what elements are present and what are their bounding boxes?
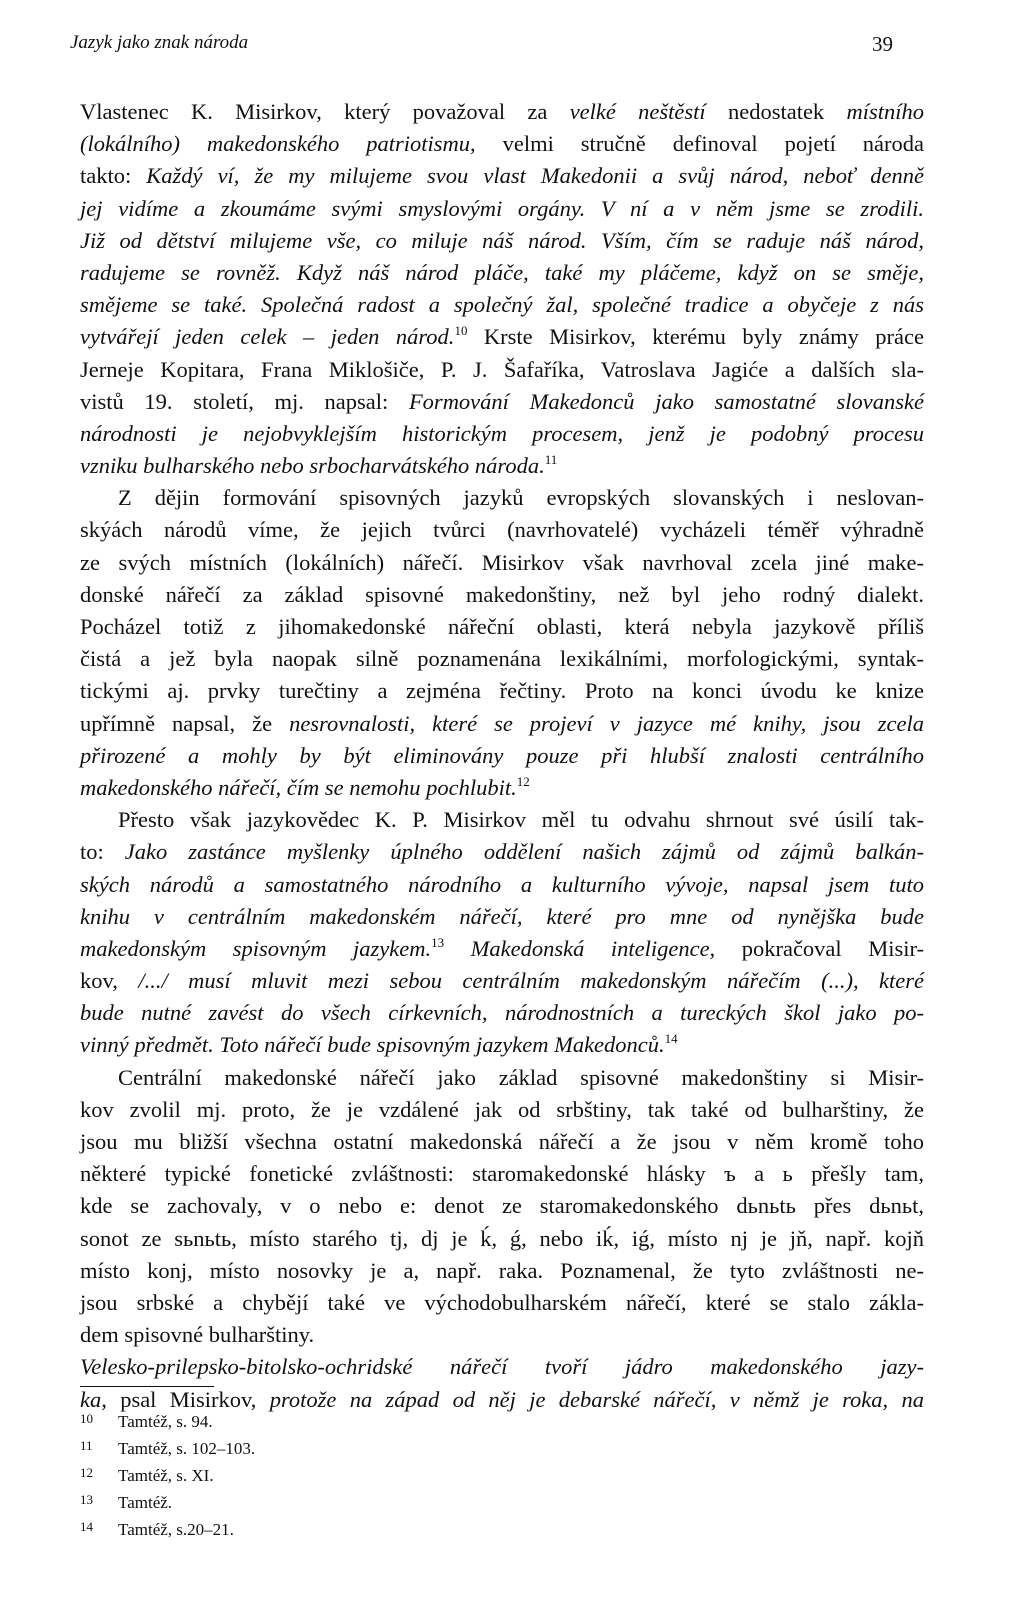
text-line	[80, 450, 924, 482]
text-line	[80, 643, 924, 675]
text-run: Krste Misirkov, kterému byly známy práce	[467, 324, 924, 350]
footnotes	[80, 1408, 580, 1543]
text-run: některé typické fonetické zvláštnosti: staromakedonské hlásky ъ a ь přešly tam,	[80, 1161, 924, 1187]
text-run: vinný předmět. Toto nářečí bude spisovným jazykem Makedonců.	[80, 1032, 665, 1058]
text-run: (lokálního) makedonského patriotismu,	[80, 131, 476, 157]
text-line	[80, 1319, 924, 1351]
text-run: místo konj, místo nosovky je a, např. raka. Poznamenal, že tyto zvláštnosti ne-	[80, 1257, 924, 1283]
text-line	[80, 1126, 924, 1158]
footnote: 11 Tamtéž, s. 102–103.	[80, 1438, 256, 1458]
text-run: vzniku bulharského nebo srbocharvátského národa.	[80, 453, 545, 479]
text-run: makedonského nářečí, čím se nemohu pochlubit.	[80, 774, 517, 800]
footnote: 13 Tamtéž.	[80, 1492, 173, 1512]
text-run: sonot ze sьnьtь, místo starého tj, dj je ḱ, ǵ, nebo iḱ, iǵ, místo nj je jň, např. kojň	[80, 1225, 924, 1251]
text-run	[444, 936, 471, 961]
text-line	[80, 225, 924, 257]
text-run: Jako zastánce myšlenky úplného oddělení našich zájmů od zájmů balkán-	[124, 839, 924, 865]
footnote-reference: 11	[544, 452, 558, 468]
body-text	[80, 96, 924, 1416]
footnote-text: Tamtéž, s. 94.	[118, 1412, 213, 1431]
text-line	[80, 386, 924, 418]
text-run: takto:	[80, 163, 147, 189]
text-run: Makedonská inteligence,	[470, 935, 716, 961]
text-run: knihu v centrálním makedonském nářečí, které pro mne od nynějška bude	[80, 903, 924, 929]
text-line	[80, 547, 924, 579]
text-line	[80, 96, 924, 128]
text-line	[80, 514, 924, 546]
text-line	[80, 579, 924, 611]
text-run: Centrální makedonské nářečí jako základ spisovné makedonštiny si Misir-	[118, 1064, 924, 1090]
footnote-reference: 13	[431, 934, 445, 950]
text-run: psal Misirkov,	[106, 1386, 270, 1412]
text-line	[80, 289, 924, 321]
text-run: Každý ví, že my milujeme svou vlast Makedonii a svůj národ, neboť denně	[146, 163, 924, 189]
text-line	[80, 321, 924, 353]
text-run: pokračoval Misir-	[715, 935, 924, 961]
footnote-reference: 12	[516, 773, 530, 789]
text-line	[80, 740, 924, 772]
text-run: jsou srbské a chybějí také ve východobulharském nářečí, které se stalo zákla-	[80, 1289, 924, 1315]
text-run: radujeme se rovněž. Když náš národ pláče, také my pláčeme, když on se směje,	[80, 259, 924, 285]
text-line	[80, 1190, 924, 1222]
text-run: čistá a jež byla naopak silně poznamenána lexikálními, morfologickými, syntak-	[80, 646, 924, 672]
text-run: ze svých místních (lokálních) nářečí. Misirkov však navrhoval zcela jiné make-	[80, 549, 924, 575]
text-line	[80, 965, 924, 997]
text-line	[80, 901, 924, 933]
text-run: velké neštěstí	[569, 99, 706, 124]
text-run: Jerneje Kopitara, Frana Miklošiče, P. J. Šafaříka, Vatroslava Jagiće a dalších sla-	[80, 356, 924, 382]
text-run: skýách národů víme, že jejich tvůrci (navrhovatelé) vycházeli téměř výhradně	[80, 517, 924, 543]
text-line	[80, 708, 924, 740]
text-run: ka,	[80, 1386, 107, 1412]
text-line	[80, 611, 924, 643]
text-run: upřímně napsal, že	[80, 710, 290, 736]
text-line	[80, 128, 924, 160]
text-line	[80, 418, 924, 450]
text-line	[80, 160, 924, 192]
text-line	[80, 1351, 924, 1383]
footnote: 14 Tamtéž, s.20–21.	[80, 1519, 234, 1539]
footnote-reference: 10	[454, 323, 468, 339]
text-line	[80, 257, 924, 289]
text-line	[80, 354, 924, 386]
text-run: dem spisovné bulharštiny.	[80, 1322, 315, 1348]
text-run: jej vidíme a zkoumáme svými smyslovými orgány. V ní a v něm jsme se zrodili.	[80, 195, 924, 221]
text-line	[80, 675, 924, 707]
text-run: smějeme se také. Společná radost a společný žal, společné tradice a obyčeje z nás	[80, 292, 924, 318]
page-number: 39	[872, 32, 893, 56]
text-run: bude nutné zavést do všech církevních, národnostních a tureckých škol jako po-	[80, 1000, 924, 1026]
text-run: tickými aj. prvky turečtiny a zejména řečtiny. Proto na konci úvodu ke knize	[80, 678, 924, 704]
text-line	[80, 804, 924, 836]
text-run: nedostatek	[705, 99, 847, 124]
text-run: kov zvolil mj. proto, že je vzdálené jak od srbštiny, tak také od bulharštiny, že	[80, 1096, 924, 1122]
text-line	[80, 772, 924, 804]
text-line	[80, 1287, 924, 1319]
text-line	[80, 1029, 924, 1061]
text-line	[80, 1223, 924, 1255]
text-line	[80, 933, 924, 965]
footnote-text: Tamtéž, s. 102–103.	[118, 1439, 256, 1458]
text-run: Přesto však jazykovědec K. P. Misirkov měl tu odvahu shrnout své úsilí tak-	[118, 807, 924, 833]
text-run: to:	[80, 839, 125, 865]
text-run: /.../ musí mluvit mezi sebou centrálním makedonským nářečím (...), které	[138, 968, 924, 994]
text-run: Vlastenec K. Misirkov, který považoval za	[80, 99, 570, 124]
text-line	[80, 482, 924, 514]
running-title: Jazyk jako znak národa	[70, 32, 249, 53]
footnote-divider	[80, 1386, 214, 1387]
text-line	[80, 869, 924, 901]
text-run: kov,	[80, 968, 139, 994]
text-run: Z dějin formování spisovných jazyků evropských slovanských i neslovan-	[118, 485, 924, 511]
text-run: místního	[846, 99, 924, 124]
text-line	[80, 1094, 924, 1126]
text-run: kde se zachovaly, v o nebo e: denot ze staromakedonského dьnьtь přes dьnьt,	[80, 1193, 924, 1219]
text-run: protože na západ od něj je debarské nářečí, v němž je roka, na	[269, 1386, 924, 1412]
text-run: ských národů a samostatného národního a kulturního vývoje, napsal jsem tuto	[80, 871, 924, 897]
text-run: vistů 19. století, mj. napsal:	[80, 388, 409, 414]
footnote: 12 Tamtéž, s. XI.	[80, 1465, 214, 1485]
footnote-text: Tamtéž, s.20–21.	[118, 1520, 234, 1539]
footnote-text: Tamtéž.	[118, 1493, 173, 1512]
text-line	[80, 1255, 924, 1287]
footnote-reference: 14	[664, 1031, 678, 1047]
text-line	[80, 1062, 924, 1094]
text-run: přirozené a mohly by být eliminovány pouze při hlubší znalosti centrálního	[80, 742, 924, 768]
text-run: Již od dětství milujeme vše, co miluje náš národ. Vším, čím se raduje náš národ,	[80, 227, 924, 253]
text-run: makedonským spisovným jazykem.	[80, 935, 432, 961]
text-run: Velesko-prilepsko-bitolsko-ochridské nářečí tvoří jádro makedonského jazy-	[80, 1354, 924, 1380]
footnote-text: Tamtéž, s. XI.	[118, 1466, 214, 1485]
text-run: jsou mu bližší všechna ostatní makedonská nářečí a že jsou v něm kromě toho	[80, 1129, 924, 1154]
text-run: vytvářejí jeden celek – jeden národ.	[80, 324, 455, 350]
text-run: národnosti je nejobvyklejším historickým procesem, jenž je podobný procesu	[80, 420, 924, 446]
text-line	[80, 836, 924, 868]
text-run: donské nářečí za základ spisovné makedonštiny, než byl jeho rodný dialekt.	[80, 581, 924, 607]
text-run: Formování Makedonců jako samostatné slovanské	[408, 388, 924, 414]
text-run: velmi stručně definoval pojetí národa	[475, 131, 924, 157]
text-line	[80, 997, 924, 1029]
text-line	[80, 1158, 924, 1190]
text-run: nesrovnalosti, které se projeví v jazyce mé knihy, jsou zcela	[289, 710, 924, 736]
text-line	[80, 193, 924, 225]
text-run: Pocházel totiž z jihomakedonské nářeční oblasti, která nebyla jazykově příliš	[80, 614, 924, 639]
footnote: 10 Tamtéž, s. 94.	[80, 1411, 213, 1431]
